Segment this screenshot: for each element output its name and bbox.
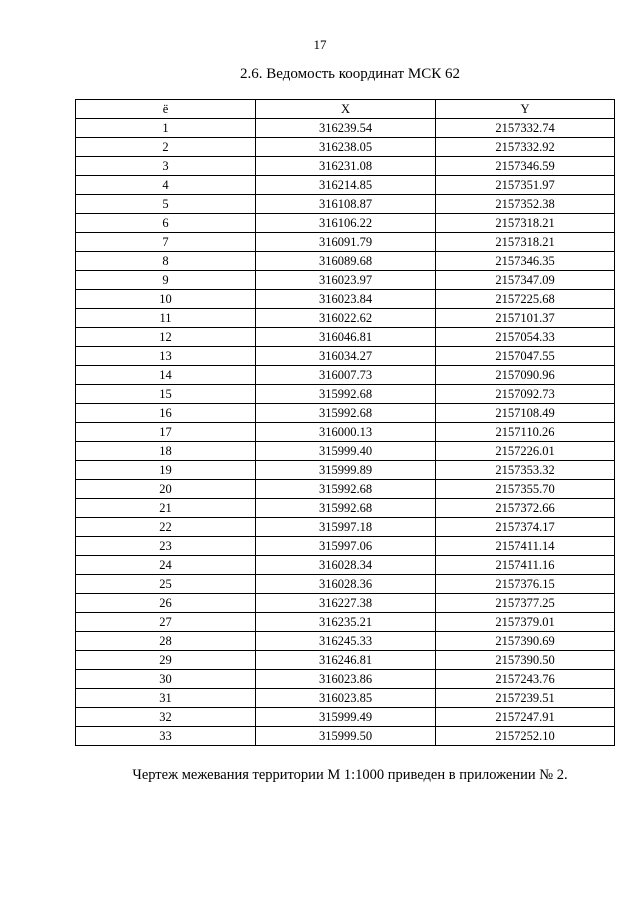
cell-x: 316023.84 [256, 290, 436, 309]
cell-x: 316023.97 [256, 271, 436, 290]
table-row [76, 271, 615, 290]
cell-point-number: 32 [76, 708, 256, 727]
cell-y: 2157108.49 [436, 404, 615, 423]
table-row [76, 138, 615, 157]
cell-y: 2157411.14 [436, 537, 615, 556]
footnote: Чертеж межевания территории М 1:1000 приведен в приложении № 2. [132, 767, 568, 783]
cell-point-number: 6 [76, 214, 256, 233]
table-row [76, 214, 615, 233]
cell-point-number: 23 [76, 537, 256, 556]
cell-point-number: 11 [76, 309, 256, 328]
table-row [76, 442, 615, 461]
table-row [76, 157, 615, 176]
cell-x: 316231.08 [256, 157, 436, 176]
cell-point-number: 5 [76, 195, 256, 214]
table-row [76, 252, 615, 271]
coordinates-table [75, 99, 615, 746]
table-row [76, 233, 615, 252]
cell-x: 316023.86 [256, 670, 436, 689]
table-row [76, 176, 615, 195]
table-row [76, 404, 615, 423]
cell-x: 316245.33 [256, 632, 436, 651]
cell-x: 316235.21 [256, 613, 436, 632]
cell-point-number: 27 [76, 613, 256, 632]
cell-x: 316034.27 [256, 347, 436, 366]
table-row [76, 613, 615, 632]
table-row [76, 328, 615, 347]
cell-point-number: 8 [76, 252, 256, 271]
table-row [76, 518, 615, 537]
cell-point-number: 24 [76, 556, 256, 575]
cell-point-number: 9 [76, 271, 256, 290]
table-row [76, 556, 615, 575]
cell-y: 2157318.21 [436, 233, 615, 252]
cell-y: 2157318.21 [436, 214, 615, 233]
cell-point-number: 4 [76, 176, 256, 195]
cell-x: 316227.38 [256, 594, 436, 613]
table-row [76, 632, 615, 651]
table-row [76, 689, 615, 708]
cell-point-number: 25 [76, 575, 256, 594]
cell-x: 316108.87 [256, 195, 436, 214]
table-row [76, 290, 615, 309]
cell-x: 315992.68 [256, 480, 436, 499]
cell-point-number: 16 [76, 404, 256, 423]
table-row [76, 461, 615, 480]
cell-point-number: 3 [76, 157, 256, 176]
table-row [76, 708, 615, 727]
cell-x: 316214.85 [256, 176, 436, 195]
cell-x: 315992.68 [256, 404, 436, 423]
table-row [76, 309, 615, 328]
cell-y: 2157346.59 [436, 157, 615, 176]
cell-y: 2157101.37 [436, 309, 615, 328]
cell-y: 2157390.50 [436, 651, 615, 670]
table-header [76, 100, 615, 119]
cell-point-number: 13 [76, 347, 256, 366]
cell-point-number: 30 [76, 670, 256, 689]
cell-y: 2157110.26 [436, 423, 615, 442]
cell-y: 2157226.01 [436, 442, 615, 461]
table-row [76, 347, 615, 366]
cell-point-number: 7 [76, 233, 256, 252]
cell-y: 2157346.35 [436, 252, 615, 271]
table-row [76, 119, 615, 138]
cell-point-number: 20 [76, 480, 256, 499]
table-row [76, 594, 615, 613]
cell-y: 2157332.74 [436, 119, 615, 138]
cell-x: 316007.73 [256, 366, 436, 385]
cell-x: 316028.34 [256, 556, 436, 575]
cell-y: 2157355.70 [436, 480, 615, 499]
cell-x: 315992.68 [256, 385, 436, 404]
table-row [76, 366, 615, 385]
cell-y: 2157351.97 [436, 176, 615, 195]
cell-point-number: 28 [76, 632, 256, 651]
table-row [76, 537, 615, 556]
cell-x: 316023.85 [256, 689, 436, 708]
cell-y: 2157090.96 [436, 366, 615, 385]
table-row [76, 670, 615, 689]
cell-x: 316106.22 [256, 214, 436, 233]
table-row [76, 385, 615, 404]
cell-point-number: 12 [76, 328, 256, 347]
cell-x: 316028.36 [256, 575, 436, 594]
document-heading: 2.6. Ведомость координат МСК 62 [240, 66, 460, 82]
table-row [76, 423, 615, 442]
table-row [76, 651, 615, 670]
cell-y: 2157225.68 [436, 290, 615, 309]
cell-point-number: 19 [76, 461, 256, 480]
table-row [76, 480, 615, 499]
cell-x: 316246.81 [256, 651, 436, 670]
cell-x: 315992.68 [256, 499, 436, 518]
cell-y: 2157377.25 [436, 594, 615, 613]
cell-y: 2157390.69 [436, 632, 615, 651]
cell-y: 2157243.76 [436, 670, 615, 689]
cell-point-number: 1 [76, 119, 256, 138]
cell-point-number: 14 [76, 366, 256, 385]
cell-point-number: 10 [76, 290, 256, 309]
table-row [76, 499, 615, 518]
cell-x: 316022.62 [256, 309, 436, 328]
cell-y: 2157353.32 [436, 461, 615, 480]
column-header-number: ё [76, 100, 256, 119]
table-body [76, 119, 615, 746]
table-row [76, 727, 615, 746]
column-header-y: Y [436, 100, 615, 119]
cell-point-number: 2 [76, 138, 256, 157]
cell-point-number: 18 [76, 442, 256, 461]
cell-y: 2157252.10 [436, 727, 615, 746]
cell-x: 315999.40 [256, 442, 436, 461]
cell-y: 2157092.73 [436, 385, 615, 404]
cell-y: 2157411.16 [436, 556, 615, 575]
cell-y: 2157347.09 [436, 271, 615, 290]
cell-point-number: 31 [76, 689, 256, 708]
cell-y: 2157379.01 [436, 613, 615, 632]
header-row [76, 100, 615, 119]
cell-x: 316089.68 [256, 252, 436, 271]
column-header-x: X [256, 100, 436, 119]
cell-y: 2157332.92 [436, 138, 615, 157]
cell-y: 2157054.33 [436, 328, 615, 347]
table-row [76, 195, 615, 214]
cell-y: 2157047.55 [436, 347, 615, 366]
table-row [76, 575, 615, 594]
cell-x: 316091.79 [256, 233, 436, 252]
cell-point-number: 29 [76, 651, 256, 670]
cell-x: 316239.54 [256, 119, 436, 138]
cell-y: 2157376.15 [436, 575, 615, 594]
cell-x: 316000.13 [256, 423, 436, 442]
cell-y: 2157352.38 [436, 195, 615, 214]
cell-x: 315997.06 [256, 537, 436, 556]
cell-y: 2157239.51 [436, 689, 615, 708]
cell-x: 315997.18 [256, 518, 436, 537]
page-number: 17 [313, 37, 327, 52]
cell-y: 2157374.17 [436, 518, 615, 537]
cell-point-number: 22 [76, 518, 256, 537]
cell-x: 315999.50 [256, 727, 436, 746]
cell-x: 315999.49 [256, 708, 436, 727]
cell-point-number: 21 [76, 499, 256, 518]
cell-point-number: 26 [76, 594, 256, 613]
cell-y: 2157372.66 [436, 499, 615, 518]
cell-x: 315999.89 [256, 461, 436, 480]
cell-y: 2157247.91 [436, 708, 615, 727]
cell-x: 316238.05 [256, 138, 436, 157]
cell-point-number: 17 [76, 423, 256, 442]
cell-point-number: 33 [76, 727, 256, 746]
cell-x: 316046.81 [256, 328, 436, 347]
cell-point-number: 15 [76, 385, 256, 404]
